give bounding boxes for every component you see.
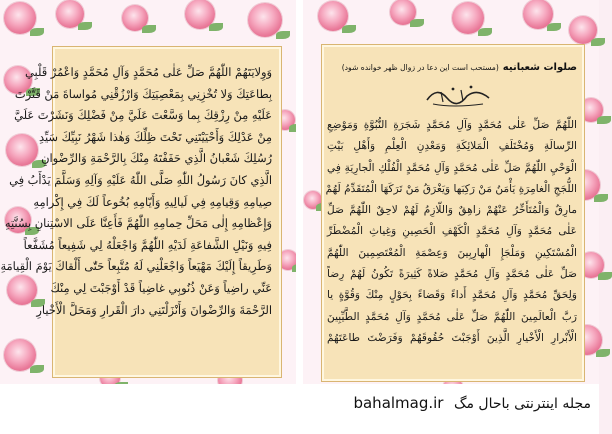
leaf-icon <box>547 23 561 31</box>
text-line: الرَّحْمَةَ وَالرِّضْوانَ وَأَنْزَلْتَنِي دارَ الْقَرارِ وَمَحَلَّ الْأَخْيارِ <box>36 302 272 317</box>
text-line: عَنِّي راضِياً وَعَنْ ذُنُوبِي غاضِياً قَدْ أَوْجَبْتَ لِي مِنْكَ <box>50 280 272 295</box>
leaf-icon <box>276 31 290 39</box>
leaf-icon <box>478 28 492 36</box>
text-line: مِنْ عَدْلِكَ وَأَحْيَيْتَنِي تَحْتَ ظِلِّكَ وَهٰذا شَهْرُ نَبِيِّكَ سَيِّدِ <box>38 129 272 144</box>
text-line: فِيهِ وَنَيْلِ الشَّفاعَةِ لَدَيْهِ اللّٰهُمَّ وَاجْعَلْهُ لِي شَفِيعاً مُشَفَّعاً <box>23 237 272 252</box>
text-line: رُسُلِكَ شَعْبانُ الَّذِي حَفَفْتَهُ مِنْكَ بِالرَّحْمَةِ وَالرِّضْوانِ <box>41 151 272 166</box>
leaf-icon <box>78 22 92 30</box>
left-page <box>0 0 296 384</box>
text-line: الَّذِي كانَ رَسُولُ اللّٰهِ صَلَّى اللّٰهُ عَلَيْهِ وَآلِهِ وَسَلَّمَ يَدْأَبُ فِي <box>9 172 272 187</box>
prayer-heading <box>327 62 577 73</box>
site-branding <box>353 394 591 412</box>
leaf-icon <box>596 349 610 357</box>
bismillah-calligraphy-icon <box>423 80 493 110</box>
leaf-icon <box>597 116 611 124</box>
text-line: رَبَّ الْعالَمِينَ اللّٰهُمَّ صَلِّ عَلٰى مُحَمَّدٍ وَآلِ مُحَمَّدٍ الطَّيِّبِينَ <box>327 310 577 323</box>
text-line: وَإِعْظامِهِ إِلٰى مَحَلِّ حِمامِهِ اللّٰهُمَّ فَأَعِنَّا عَلَى الاسْتِنانِ بِسُنَّتِهِ <box>4 216 272 231</box>
text-line: صِيامِهِ وَقِيامِهِ فِي لَيالِيهِ وَأَيّامِهِ بُخُوعاً لَكَ فِي إِكْرامِهِ <box>33 194 272 209</box>
right-page <box>303 0 599 384</box>
text-line: عَلٰى مُحَمَّدٍ وَآلِ مُحَمَّدٍ الْكَهْفِ الْحَصِينِ وَغِياثِ الْمُضْطَرِّ <box>327 225 577 238</box>
watermark-banner <box>0 384 599 434</box>
prayer-text-right <box>327 115 577 349</box>
text-line: صَلِّ عَلٰى مُحَمَّدٍ وَآلِ مُحَمَّدٍ صَلاةً كَثِيرَةً تَكُونُ لَهُمْ رِضاً <box>327 268 577 281</box>
text-line: عَلَيْهِ مِنْ رِزْقِكَ بِما وَسَّعْتَ عَلَيَّ مِنْ فَضْلِكَ وَنَشَرْتَ عَلَيَّ <box>14 108 272 123</box>
leaf-icon <box>30 365 44 373</box>
leaf-icon <box>594 194 608 202</box>
leaf-icon <box>410 19 424 27</box>
leaf-icon <box>142 25 156 33</box>
text-line: الرِّسالَةِ وَمُخْتَلَفِ الْمَلائِكَةِ وَمَعْدِنِ الْعِلْمِ وَأَهْلِ بَيْتِ <box>327 140 577 153</box>
prayer-title: صلوات شعبانیه <box>502 62 577 73</box>
site-title: مجله اینترنتی باحال مگ <box>453 396 591 412</box>
text-line: وَطَرِيقاً إِلَيْكَ مَهْيَعاً وَاجْعَلْنِي لَهُ مُتَّبِعاً حَتّٰى أَلْقاكَ يَوْمَ الْقِيامَةِ <box>0 259 272 274</box>
leaf-icon <box>591 38 605 46</box>
leaf-icon <box>209 23 223 31</box>
text-line: الْوَحْيِ اللّٰهُمَّ صَلِّ عَلٰى مُحَمَّدٍ وَآلِ مُحَمَّدٍ الْفُلْكِ الْجارِيَةِ فِي <box>327 161 577 174</box>
text-line: الْمُسْتَكِينِ وَمَلْجَإِ الْهارِبِينَ وَعِصْمَةِ الْمُعْتَصِمِينَ اللّٰهُمَّ <box>327 246 577 259</box>
text-line: اللُّجَجِ الْغامِرَةِ يَأْمَنُ مَنْ رَكِبَها وَيَغْرَقُ مَنْ تَرَكَهَا الْمُتَقَدِّمُ لَهُمْ <box>325 182 577 195</box>
text-line: اللّٰهُمَّ صَلِّ عَلٰى مُحَمَّدٍ وَآلِ مُحَمَّدٍ شَجَرَةِ النُّبُوَّةِ وَمَوْضِعِ <box>327 119 577 131</box>
leaf-icon <box>342 25 356 33</box>
page-gutter <box>296 0 303 384</box>
leaf-icon <box>30 28 44 36</box>
text-line: وَوِلايَتَهُمْ اللّٰهُمَّ صَلِّ عَلٰى مُحَمَّدٍ وَآلِ مُحَمَّدٍ وَاعْمُرْ قَلْبِي <box>25 65 272 79</box>
text-line: بِطاعَتِكَ وَلا تُخْزِنِي بِمَعْصِيَتِكَ وَارْزُقْنِي مُواساةَ مَنْ قَتَّرْتَ <box>14 86 272 101</box>
text-line: مارِقٌ وَالْمُتَأَخِّرُ عَنْهُمْ زاهِقٌ وَاللّازِمُ لَهُمْ لاحِقٌ اللّٰهُمَّ صَلِّ <box>327 204 577 217</box>
text-line: وَلِحَقِّ مُحَمَّدٍ وَآلِ مُحَمَّدٍ أَداءً وَقَضاءً بِحَوْلٍ مِنْكَ وَقُوَّةٍ يا <box>327 289 577 302</box>
text-line: الْأَبْرارِ الْأَخْيارِ الَّذِينَ أَوْجَبْتَ حُقُوقَهُمْ وَفَرَضْتَ طاعَتَهُمْ <box>327 331 577 344</box>
prayer-note: (مستحب است این دعا در زوال ظهر خوانده شود) <box>341 63 499 72</box>
site-url: bahalmag.ir <box>353 394 444 412</box>
prayer-text-left <box>0 62 272 321</box>
leaf-icon <box>598 272 612 280</box>
